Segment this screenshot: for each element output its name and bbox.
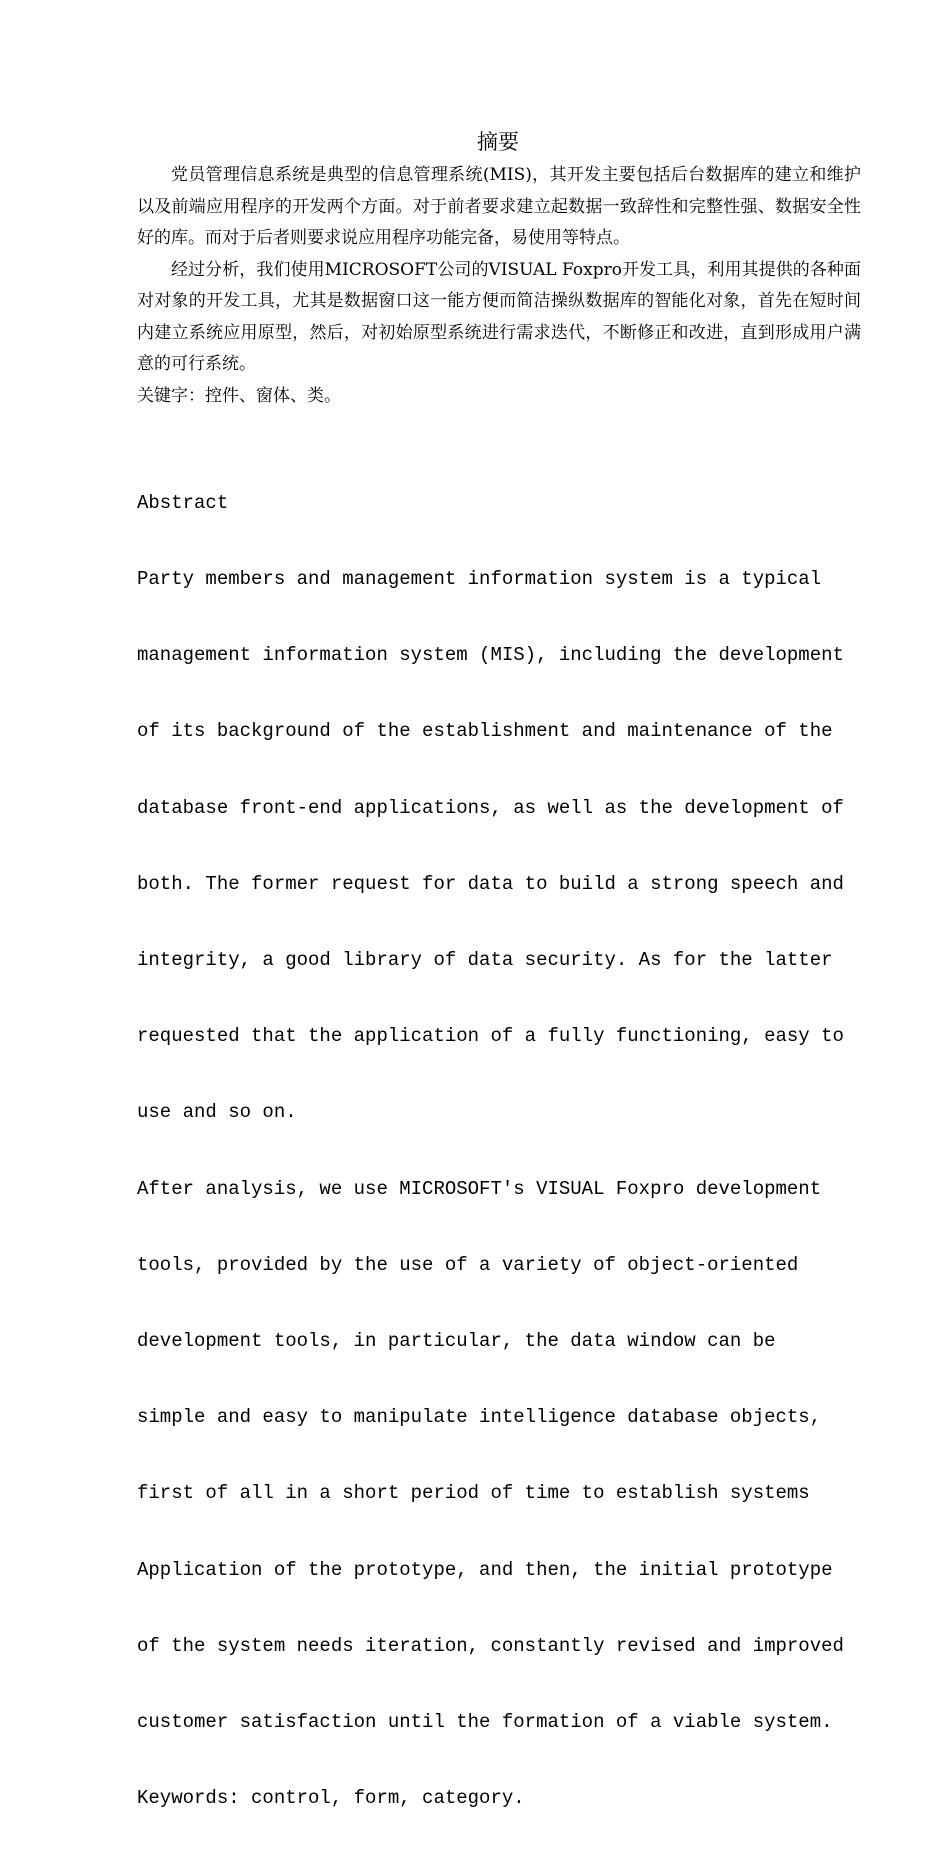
english-text-line: use and so on. bbox=[137, 1101, 297, 1124]
english-text-line: After analysis, we use MICROSOFT's VISUAL Foxpro development bbox=[137, 1177, 822, 1200]
chinese-keywords: 关键字：控件、窗体、类。 bbox=[137, 385, 341, 406]
english-text-line: database front-end applications, as well as the development of bbox=[137, 796, 844, 819]
english-abstract-body bbox=[137, 440, 867, 1862]
english-text-line: both. The former request for data to build a strong speech and bbox=[137, 872, 844, 895]
english-text-line: requested that the application of a fully functioning, easy to bbox=[137, 1025, 844, 1048]
english-text-line: first of all in a short period of time to establish systems bbox=[137, 1482, 810, 1505]
english-text-line: of its background of the establishment and maintenance of the bbox=[137, 720, 833, 743]
english-text-line: management information system (MIS), including the development bbox=[137, 644, 844, 667]
english-text-line: integrity, a good library of data security. As for the latter bbox=[137, 949, 833, 972]
english-text-line: Party members and management information system is a typical bbox=[137, 568, 822, 591]
english-text-line: simple and easy to manipulate intelligence database objects, bbox=[137, 1406, 822, 1429]
chinese-paragraph-2: 经过分析，我们使用MICROSOFT公司的VISUAL Foxpro开发工具，利用其提供的各种面对对象的开发工具，尤其是数据窗口这一能方便而简洁操纵数据库的智能化对象，首先在短时间内建立系统应用原型，然后，对初始原型系统进行需求迭代，不断修正和改进，直到形成用户满意的可行系统。 bbox=[137, 259, 861, 374]
english-keywords: Keywords: control, form, category. bbox=[137, 1787, 525, 1810]
chinese-abstract-body bbox=[137, 160, 861, 412]
english-text-line: of the system needs iteration, constantly revised and improved bbox=[137, 1634, 844, 1657]
english-text-line: development tools, in particular, the data window can be bbox=[137, 1330, 776, 1353]
english-text-line: tools, provided by the use of a variety of object-oriented bbox=[137, 1253, 799, 1276]
english-text-line: customer satisfaction until the formation of a viable system. bbox=[137, 1711, 833, 1734]
chinese-abstract-title: 摘要 bbox=[477, 130, 519, 154]
english-text-line: Application of the prototype, and then, the initial prototype bbox=[137, 1558, 833, 1581]
english-abstract-heading: Abstract bbox=[137, 491, 229, 514]
chinese-paragraph-1: 党员管理信息系统是典型的信息管理系统(MIS)，其开发主要包括后台数据库的建立和维护以及前端应用程序的开发两个方面。对于前者要求建立起数据一致辞性和完整性强、数据安全性好的库。而对于后者则要求说应用程序功能完备，易使用等特点。 bbox=[137, 165, 861, 248]
